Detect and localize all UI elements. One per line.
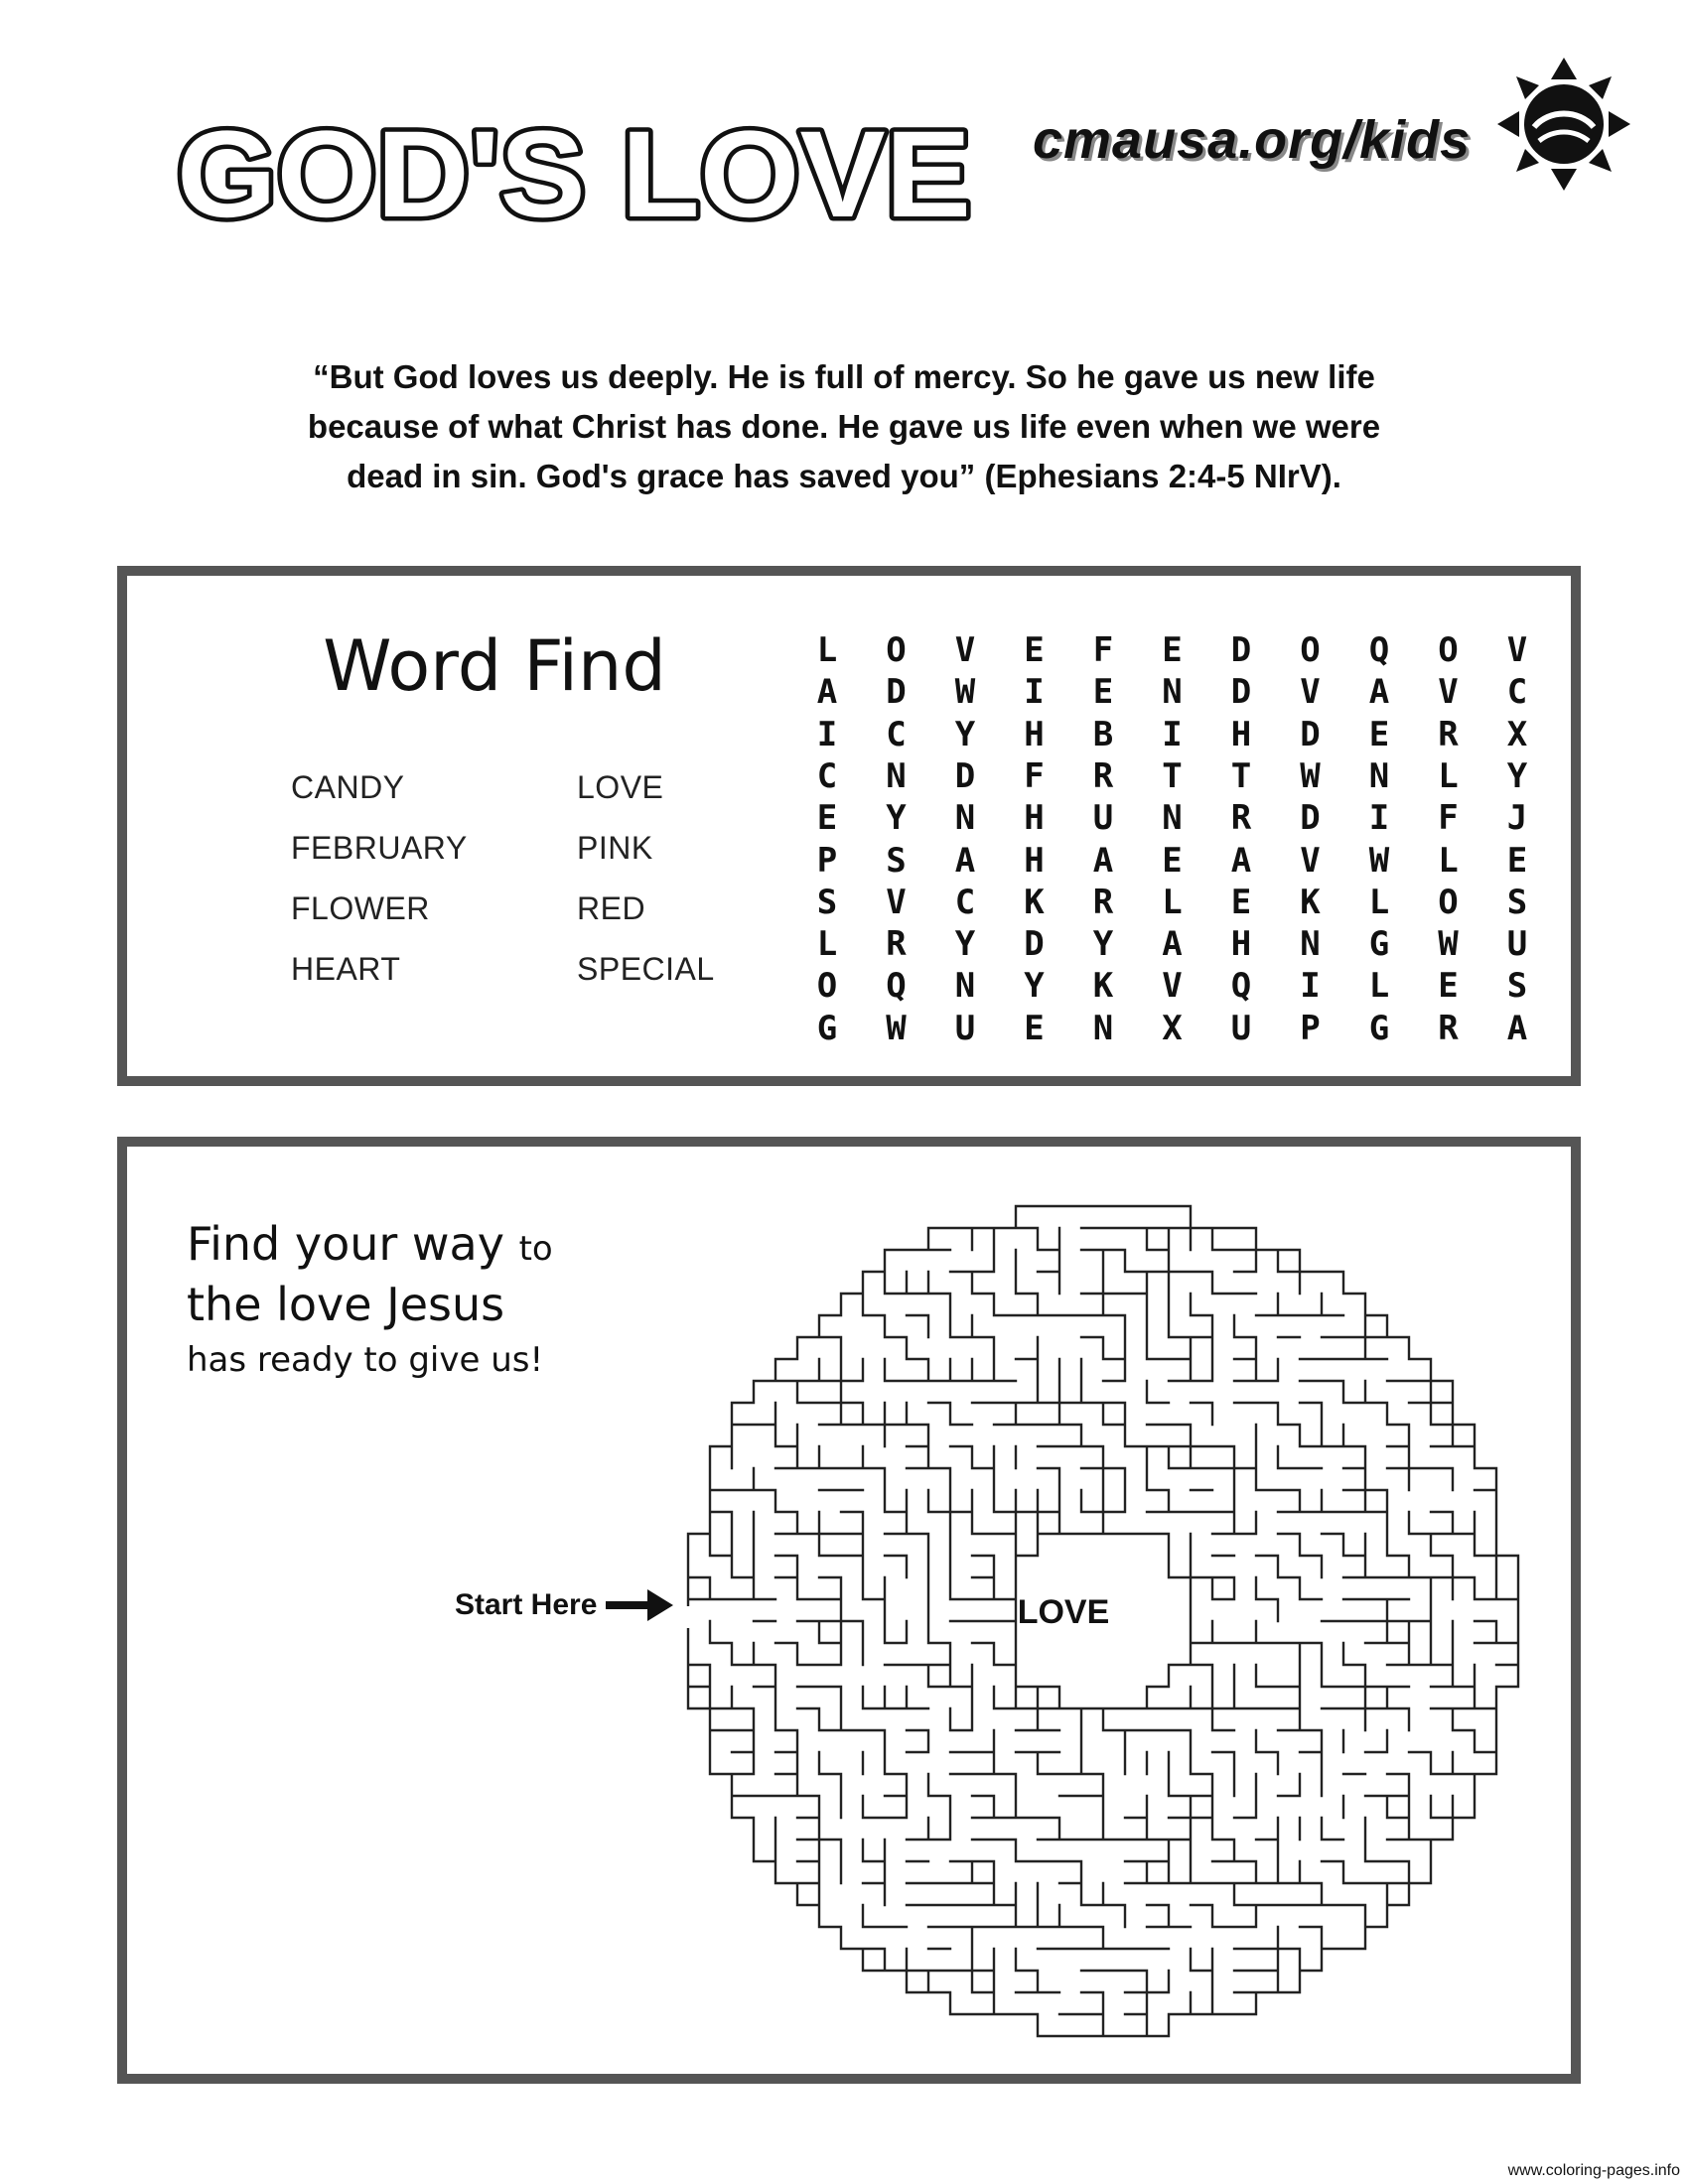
grid-letter[interactable]: E <box>1368 714 1390 754</box>
grid-letter[interactable]: E <box>816 798 838 839</box>
grid-letter[interactable]: Q <box>1230 966 1252 1007</box>
grid-letter[interactable]: N <box>954 798 976 839</box>
maze-prompt-line-2: the love Jesus <box>187 1278 505 1331</box>
grid-letter[interactable]: O <box>1438 630 1459 670</box>
word-list-item: CANDY <box>291 769 405 805</box>
word-list-item: SPECIAL <box>577 951 715 987</box>
grid-letter[interactable]: O <box>816 966 838 1007</box>
grid-letter[interactable]: C <box>816 755 838 796</box>
grid-letter[interactable]: U <box>1506 924 1528 965</box>
grid-letter[interactable]: C <box>1506 672 1528 713</box>
grid-letter[interactable]: K <box>1092 966 1114 1007</box>
grid-letter[interactable]: W <box>1438 924 1459 965</box>
grid-letter[interactable]: R <box>1230 798 1252 839</box>
maze-prompt-line-3: has ready to give us! <box>187 1340 544 1380</box>
word-list-item: FLOWER <box>291 890 430 926</box>
grid-letter[interactable]: B <box>1092 714 1114 754</box>
grid-letter[interactable]: V <box>886 882 907 922</box>
word-list-item: LOVE <box>577 769 664 805</box>
grid-letter[interactable]: N <box>1162 672 1183 713</box>
grid-letter[interactable]: X <box>1162 1008 1183 1048</box>
grid-letter[interactable]: I <box>1162 714 1183 754</box>
grid-letter[interactable]: W <box>1300 755 1321 796</box>
grid-letter[interactable]: R <box>1438 1008 1459 1048</box>
grid-letter[interactable]: T <box>1162 755 1183 796</box>
grid-letter[interactable]: H <box>1230 924 1252 965</box>
grid-letter[interactable]: L <box>1368 966 1390 1007</box>
grid-letter[interactable]: I <box>1300 966 1321 1007</box>
grid-letter[interactable]: Y <box>1506 755 1528 796</box>
word-find-heading: Word Find <box>323 625 666 707</box>
grid-letter[interactable]: Y <box>886 798 907 839</box>
grid-letter[interactable]: D <box>954 755 976 796</box>
grid-letter[interactable]: D <box>1300 714 1321 754</box>
grid-letter[interactable]: C <box>886 714 907 754</box>
grid-letter[interactable]: O <box>1300 630 1321 670</box>
grid-letter[interactable]: H <box>1230 714 1252 754</box>
grid-letter[interactable]: L <box>816 924 838 965</box>
grid-letter[interactable]: E <box>1230 882 1252 922</box>
grid-letter[interactable]: A <box>1506 1008 1528 1048</box>
grid-letter[interactable]: X <box>1506 714 1528 754</box>
grid-letter[interactable]: P <box>816 840 838 881</box>
grid-letter[interactable]: N <box>1092 1008 1114 1048</box>
grid-letter[interactable]: A <box>1092 840 1114 881</box>
grid-letter[interactable]: Q <box>1368 630 1390 670</box>
word-list <box>291 769 738 1027</box>
grid-letter[interactable]: E <box>1092 672 1114 713</box>
grid-letter[interactable]: O <box>1438 882 1459 922</box>
grid-letter[interactable]: I <box>816 714 838 754</box>
grid-letter[interactable]: Q <box>886 966 907 1007</box>
page-title <box>169 99 983 248</box>
grid-letter[interactable]: V <box>1438 672 1459 713</box>
grid-letter[interactable]: U <box>1092 798 1114 839</box>
grid-letter[interactable]: L <box>1368 882 1390 922</box>
grid-letter[interactable]: J <box>1506 798 1528 839</box>
grid-letter[interactable]: R <box>1092 755 1114 796</box>
maze-prompt-line-1: Find your way <box>187 1217 504 1271</box>
grid-letter[interactable]: D <box>1230 672 1252 713</box>
grid-letter[interactable]: R <box>1092 882 1114 922</box>
grid-letter[interactable]: D <box>1300 798 1321 839</box>
verse-line-3: dead in sin. God's grace has saved you” (Ephesians 2:4-5 NIrV). <box>347 458 1341 494</box>
maze-prompt <box>187 1216 703 1388</box>
grid-letter[interactable]: W <box>886 1008 907 1048</box>
grid-letter[interactable]: S <box>1506 966 1528 1007</box>
site-url[interactable]: cmausa.org/kids <box>1033 110 1472 170</box>
grid-letter[interactable]: V <box>1300 672 1321 713</box>
grid-letter[interactable]: F <box>1438 798 1459 839</box>
grid-letter[interactable]: H <box>1024 840 1045 881</box>
grid-letter[interactable]: F <box>1024 755 1045 796</box>
page-title-text: GOD'S LOVE <box>177 106 971 243</box>
grid-letter[interactable]: L <box>816 630 838 670</box>
grid-letter[interactable]: D <box>1024 924 1045 965</box>
verse-line-1: “But God loves us deeply. He is full of mercy. So he gave us new life <box>313 358 1375 395</box>
grid-letter[interactable]: A <box>1230 840 1252 881</box>
grid-letter[interactable]: Y <box>1092 924 1114 965</box>
grid-letter[interactable]: D <box>886 672 907 713</box>
grid-letter[interactable]: W <box>1368 840 1390 881</box>
grid-letter[interactable]: Y <box>954 924 976 965</box>
word-list-item: FEBRUARY <box>291 830 468 866</box>
grid-letter[interactable]: D <box>1230 630 1252 670</box>
grid-letter[interactable]: S <box>816 882 838 922</box>
grid-letter[interactable]: E <box>1506 840 1528 881</box>
grid-letter[interactable]: I <box>1024 672 1045 713</box>
grid-letter[interactable]: N <box>1162 798 1183 839</box>
grid-letter[interactable]: G <box>816 1008 838 1048</box>
grid-letter[interactable]: N <box>1300 924 1321 965</box>
grid-letter[interactable]: P <box>1300 1008 1321 1048</box>
grid-letter[interactable]: V <box>1300 840 1321 881</box>
word-list-item: HEART <box>291 951 401 987</box>
word-list-item: PINK <box>577 830 653 866</box>
maze-entrance <box>684 1606 698 1628</box>
bible-verse <box>199 352 1489 501</box>
grid-letter[interactable]: S <box>886 840 907 881</box>
grid-letter[interactable]: A <box>816 672 838 713</box>
grid-letter[interactable]: F <box>1092 630 1114 670</box>
grid-letter[interactable]: N <box>886 755 907 796</box>
grid-letter[interactable]: H <box>1024 714 1045 754</box>
grid-letter[interactable]: A <box>1162 924 1183 965</box>
grid-letter[interactable]: K <box>1024 882 1045 922</box>
grid-letter[interactable]: N <box>954 966 976 1007</box>
grid-letter[interactable]: K <box>1300 882 1321 922</box>
start-here-label: Start Here <box>455 1588 598 1621</box>
word-list-item: RED <box>577 890 646 926</box>
maze-panel <box>117 1137 1581 2084</box>
grid-letter[interactable]: V <box>1506 630 1528 670</box>
grid-letter[interactable]: S <box>1506 882 1528 922</box>
grid-letter[interactable]: H <box>1024 798 1045 839</box>
grid-letter[interactable]: A <box>954 840 976 881</box>
grid-letter[interactable]: V <box>1162 966 1183 1007</box>
grid-letter[interactable]: T <box>1230 755 1252 796</box>
grid-letter[interactable]: O <box>886 630 907 670</box>
grid-letter[interactable]: A <box>1368 672 1390 713</box>
maze-center-label: LOVE <box>1017 1593 1110 1631</box>
word-search-grid[interactable] <box>807 630 1532 1047</box>
grid-letter[interactable]: W <box>954 672 976 713</box>
grid-letter[interactable]: L <box>1438 755 1459 796</box>
grid-letter[interactable]: N <box>1368 755 1390 796</box>
grid-letter[interactable]: U <box>954 1008 976 1048</box>
footer-credit[interactable]: www.coloring-pages.info <box>1507 2162 1680 2179</box>
grid-letter[interactable]: Y <box>954 714 976 754</box>
grid-letter[interactable]: E <box>1438 966 1459 1007</box>
grid-letter[interactable]: G <box>1368 924 1390 965</box>
grid-letter[interactable]: L <box>1438 840 1459 881</box>
grid-letter[interactable]: E <box>1024 1008 1045 1048</box>
maze-prompt-line-1-small: to <box>518 1229 553 1269</box>
grid-letter[interactable]: U <box>1230 1008 1252 1048</box>
grid-letter[interactable]: E <box>1162 630 1183 670</box>
grid-letter[interactable]: R <box>1438 714 1459 754</box>
grid-letter[interactable]: E <box>1162 840 1183 881</box>
grid-letter[interactable]: C <box>954 882 976 922</box>
grid-letter[interactable]: R <box>886 924 907 965</box>
cma-logo-icon <box>1489 50 1638 199</box>
grid-letter[interactable]: E <box>1024 630 1045 670</box>
verse-line-2: because of what Christ has done. He gave us life even when we were <box>307 408 1381 445</box>
grid-letter[interactable]: L <box>1162 882 1183 922</box>
word-find-panel <box>117 566 1581 1086</box>
grid-letter[interactable]: V <box>954 630 976 670</box>
grid-letter[interactable]: G <box>1368 1008 1390 1048</box>
grid-letter[interactable]: I <box>1368 798 1390 839</box>
grid-letter[interactable]: Y <box>1024 966 1045 1007</box>
